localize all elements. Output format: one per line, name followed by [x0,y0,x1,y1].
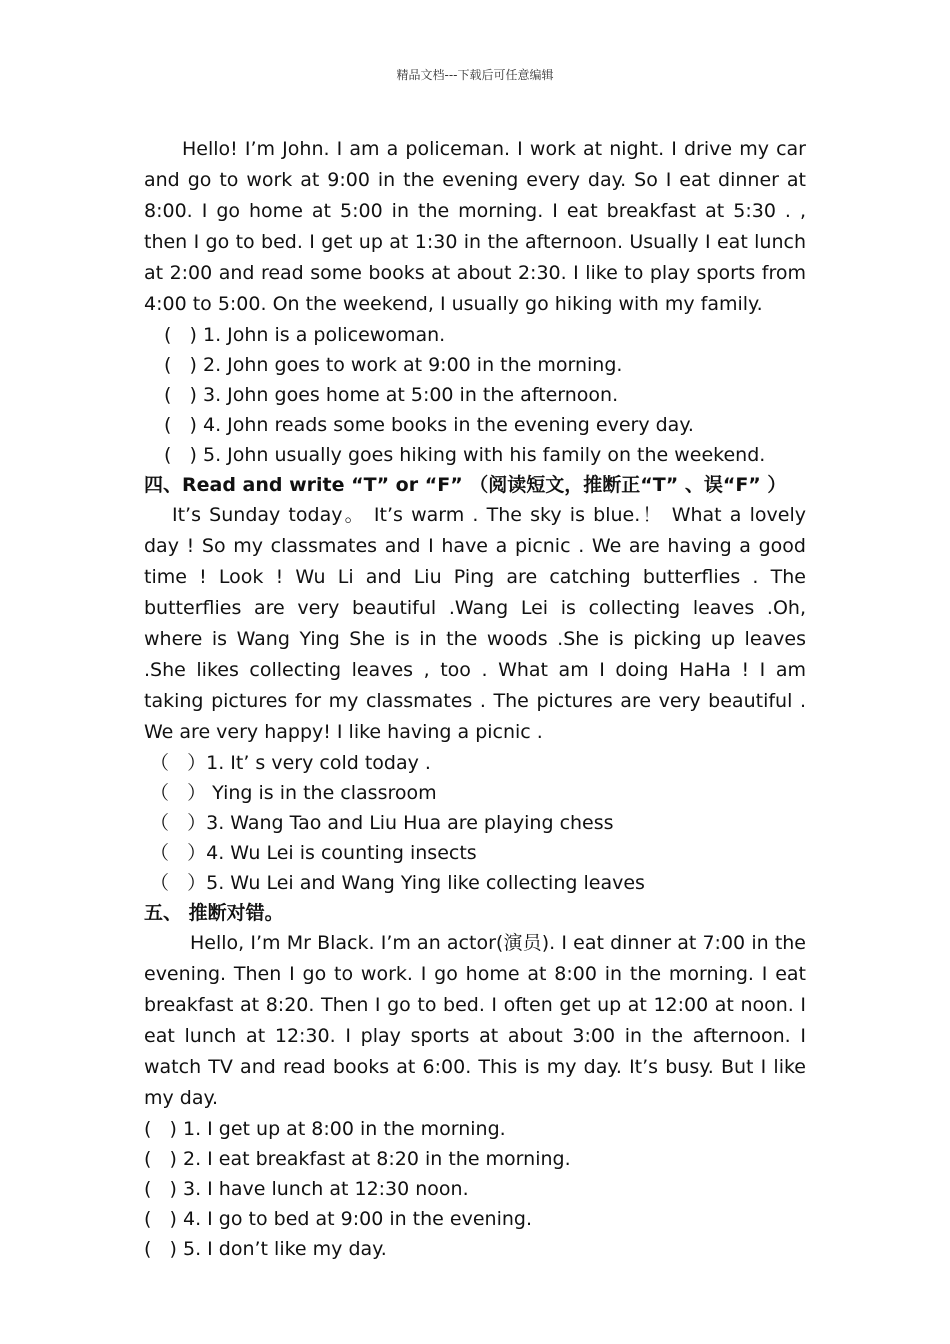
question-item: ( ) 5. John usually goes hiking with his family on the weekend. [164,444,766,466]
question-item: ( ) 3. John goes home at 5:00 in the afternoon. [164,384,619,406]
passage-picnic: It’s Sunday today。 It’s warm . The sky is blue.！ What a lovely day ! So my classmates and I have a picnic . We are having a good time ! Look ! Wu Li and Liu Ping are catching butterflies . The butterflies are very beautiful .Wang Lei is collecting leaves .Oh, where is Wang Ying She is in the woods .She is picking up leaves .She likes collecting leaves , too . What am I doing HaHa ! I am taking pictures for my classmates . The pictures are very beautiful . We are very happy! I like having a picnic . [144,504,806,743]
question-item: （ ）4. Wu Lei is counting insects [150,842,477,864]
question-item: （ ） Ying is in the classroom [150,782,437,804]
question-item: （ ）3. Wang Tao and Liu Hua are playing chess [150,812,614,834]
question-item: ( ) 1. John is a policewoman. [164,324,446,346]
question-item: ( ) 4. John reads some books in the evening every day. [164,414,694,436]
page-header: 精品文档---下载后可任意编辑 [396,68,554,82]
question-item: （ ）5. Wu Lei and Wang Ying like collecting leaves [150,872,645,894]
question-item: ( ) 3. I have lunch at 12:30 noon. [144,1178,469,1200]
question-item: ( ) 2. I eat breakfast at 8:20 in the morning. [144,1148,571,1170]
passage-mr-black: Hello, I’m Mr Black. I’m an actor(演员). I eat dinner at 7:00 in the evening. Then I go to work. I go home at 8:00 in the morning. I eat breakfast at 8:20. Then I go to bed. I often get up at 12:00 at noon. I eat lunch at 12:30. I play sports at about 3:00 in the afternoon. I watch TV and read books at 6:00. This is my day. It’s busy. But I like my day. [144,932,806,1109]
section-heading-5: 五、 推断对错。 [144,902,284,924]
question-item: ( ) 1. I get up at 8:00 in the morning. [144,1118,506,1140]
question-item: ( ) 5. I don’t like my day. [144,1238,387,1260]
question-item: ( ) 4. I go to bed at 9:00 in the evening. [144,1208,532,1230]
question-item: ( ) 2. John goes to work at 9:00 in the morning. [164,354,623,376]
document-body [144,134,806,1264]
passage-john: Hello! I’m John. I am a policeman. I work at night. I drive my car and go to work at 9:00 in the evening every day. So I eat dinner at 8:00. I go home at 5:00 in the morning. I eat breakfast at 5:30 . , then I go to bed. I get up at 1:30 in the afternoon. Usually I eat lunch at 2:00 and read some books at about 2:30. I like to play sports from 4:00 to 5:00. On the weekend, I usually go hiking with my family. [144,138,806,315]
section-heading-4: 四、Read and write “T” or “F” （阅读短文，推断正“T” 、误“F” ） [144,474,787,496]
question-item: （ ）1. It’ s very cold today . [150,752,431,774]
